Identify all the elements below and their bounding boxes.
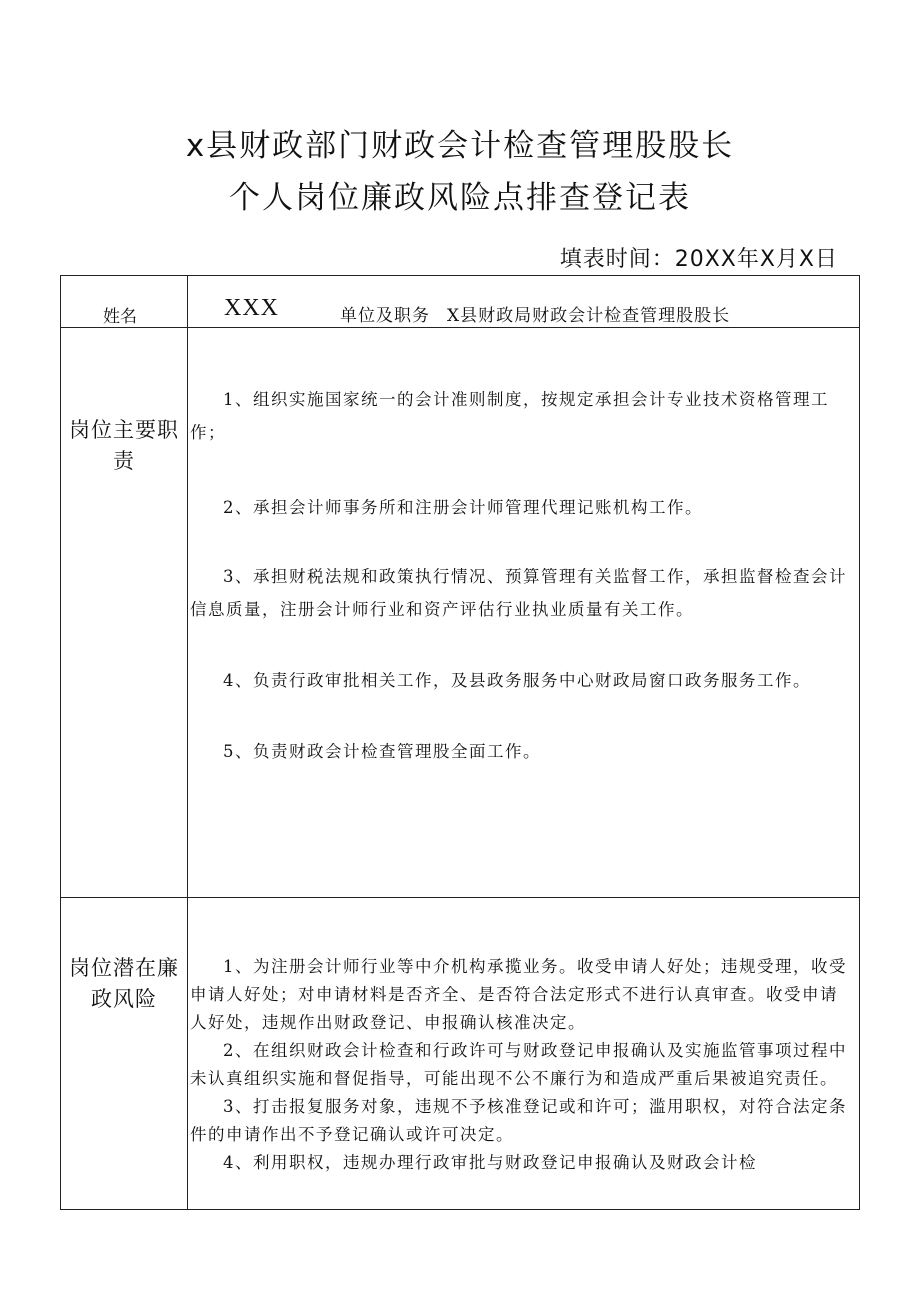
risk-item: 2、在组织财政会计检查和行政许可与财政登记申报确认及实施监管事项过程中未认真组织实施和督促指导，可能出现不公不廉行为和造成严重后果被追究责任。 bbox=[190, 1041, 847, 1088]
risks-row bbox=[61, 898, 860, 1210]
risks-label: 岗位潜在廉政风险 bbox=[69, 956, 179, 1011]
name-label: 姓名 bbox=[103, 307, 137, 327]
name-value: XXX bbox=[224, 295, 279, 321]
unit-position-label: 单位及职务 bbox=[340, 306, 430, 326]
unit-position-value: X县财政局财政会计检查管理股股长 bbox=[447, 306, 731, 326]
name-label-cell bbox=[61, 276, 188, 328]
duty-item: 4、负责行政审批相关工作，及县政务服务中心财政局窗口政务服务工作。 bbox=[223, 671, 811, 690]
duties-content-cell bbox=[188, 328, 860, 898]
name-info-cell bbox=[188, 276, 860, 328]
risk-item: 1、为注册会计师行业等中介机构承揽业务。收受申请人好处；违规受理，收受申请人好处；对申请材料是否齐全、是否符合法定形式不进行认真审查。收受申请人好处，违规作出财政登记、申报确认核准决定。 bbox=[190, 957, 847, 1032]
fill-date: 填表时间：20XX年X月X日 bbox=[559, 247, 838, 272]
risks-label-cell bbox=[61, 898, 188, 1210]
name-row bbox=[61, 276, 860, 328]
duty-item: 3、承担财税法规和政策执行情况、预算管理有关监督工作，承担监督检查会计信息质量，注册会计师行业和资产评估行业执业质量有关工作。 bbox=[190, 567, 847, 619]
duties-label: 岗位主要职责 bbox=[69, 418, 179, 473]
registration-form-table bbox=[60, 275, 860, 1210]
duty-item: 2、承担会计师事务所和注册会计师管理代理记账机构工作。 bbox=[223, 498, 703, 517]
duties-row bbox=[61, 328, 860, 898]
duty-item: 1、组织实施国家统一的会计准则制度，按规定承担会计专业技术资格管理工作； bbox=[190, 390, 829, 442]
document-title-line1: x县财政部门财政会计检查管理股股长 bbox=[185, 128, 735, 164]
duties-label-cell bbox=[61, 328, 188, 898]
risk-item: 3、打击报复服务对象，违规不予核准登记或和许可；滥用职权，对符合法定条件的申请作出不予登记确认或许可决定。 bbox=[190, 1097, 847, 1144]
risk-item: 4、利用职权，违规办理行政审批与财政登记申报确认及财政会计检 bbox=[223, 1153, 757, 1172]
document-title-line2: 个人岗位廉政风险点排查登记表 bbox=[229, 180, 691, 216]
risks-content-cell bbox=[188, 898, 860, 1210]
duty-item: 5、负责财政会计检查管理股全面工作。 bbox=[223, 742, 541, 761]
